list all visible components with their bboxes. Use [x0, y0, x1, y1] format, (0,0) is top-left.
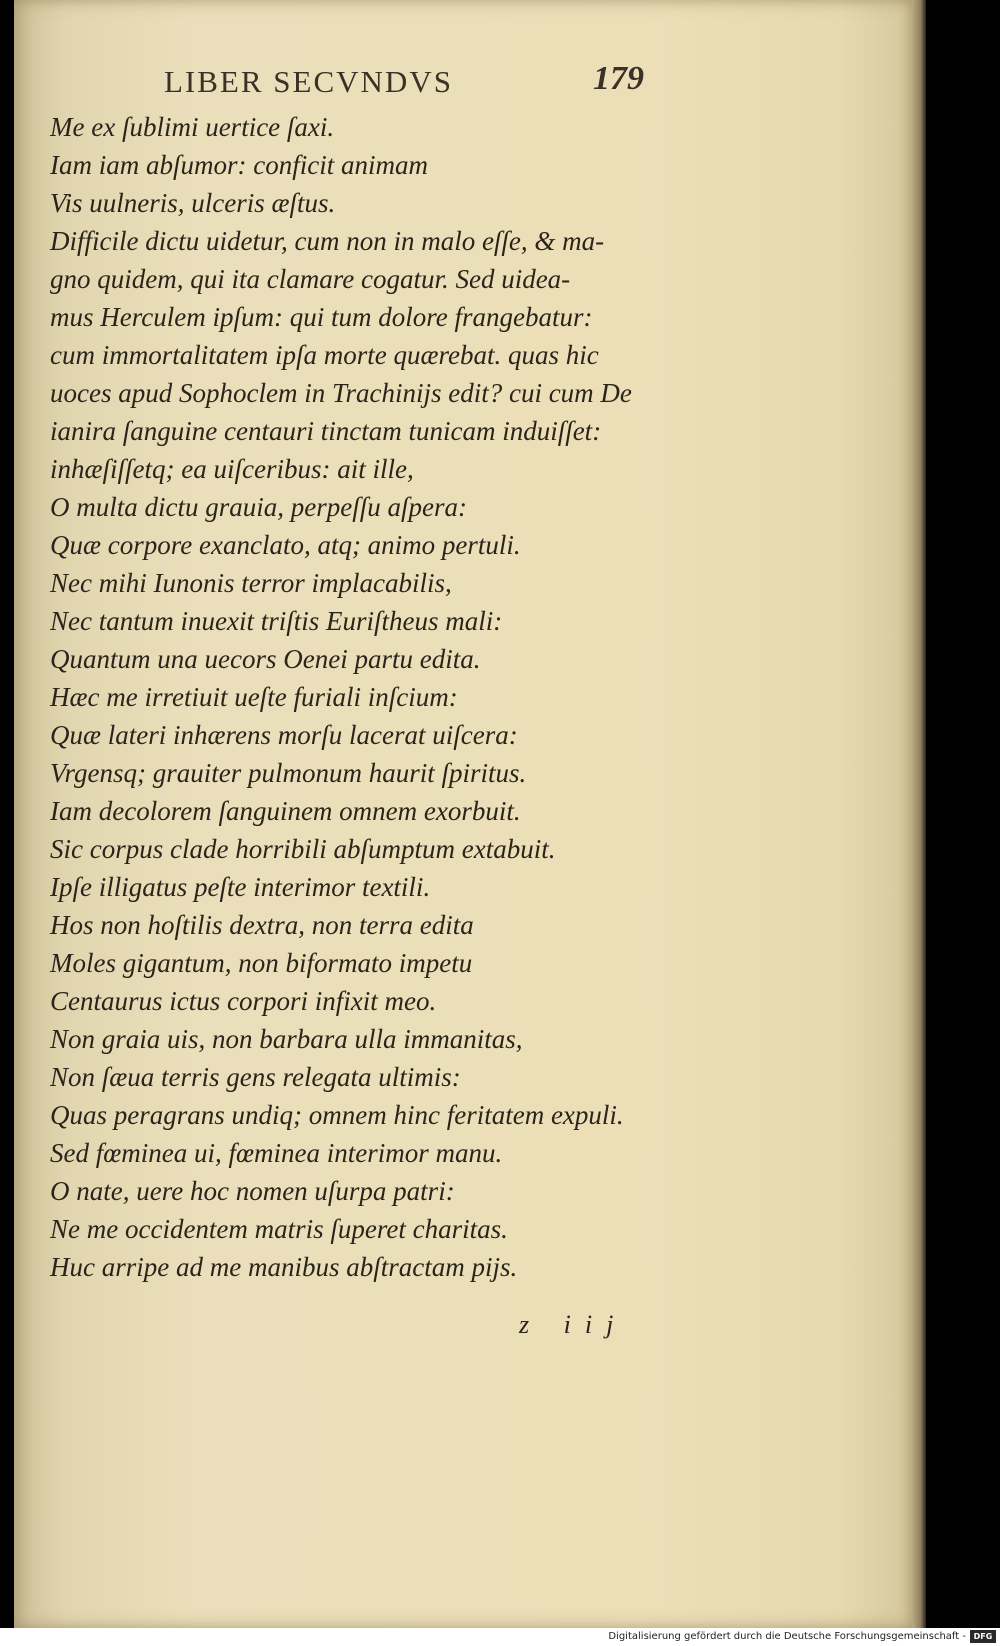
text-line: Ne me occidentem matris ſuperet charitas.: [50, 1214, 508, 1244]
text-line: uoces apud Sophoclem in Trachinijs edit? cui cum De: [50, 378, 632, 408]
text-line: cum immortalitatem ipſa morte quærebat. quas hic: [50, 340, 599, 370]
signature-mark: z iij: [519, 1310, 628, 1339]
text-line: inhæſiſſetq; ea uiſceribus: ait ille,: [50, 454, 414, 484]
text-line: Quas peragrans undiq; omnem hinc feritatem expuli.: [50, 1100, 624, 1130]
dfg-logo: DFG: [970, 1630, 996, 1643]
text-line: Me ex ſublimi uertice ſaxi.: [50, 112, 335, 142]
text-line: mus Herculem ipſum: qui tum dolore frangebatur:: [50, 302, 593, 332]
text-line: Quantum una uecors Oenei partu edita.: [50, 644, 481, 674]
text-line: Centaurus ictus corpori infixit meo.: [50, 986, 437, 1016]
text-line: Vis uulneris, ulceris æſtus.: [50, 188, 336, 218]
text-line: gno quidem, qui ita clamare cogatur. Sed uidea-: [50, 264, 571, 294]
text-line: Hos non hoſtilis dextra, non terra edita: [50, 910, 474, 940]
funding-credit: Digitalisierung gefördert durch die Deutsche Forschungsgemeinschaft -: [608, 1631, 966, 1642]
text-line: Huc arripe ad me manibus abſtractam pijs.: [50, 1252, 518, 1282]
text-line: Quæ corpore exanclato, atq; animo pertuli.: [50, 530, 521, 560]
page-number: 179: [593, 60, 644, 97]
text-line: Sic corpus clade horribili abſumptum extabuit.: [50, 834, 556, 864]
text-line: Vrgensq; grauiter pulmonum haurit ſpiritus.: [50, 758, 527, 788]
book-page: [14, 0, 912, 1628]
page-edge: [912, 0, 926, 1628]
text-line: Hæc me irretiuit ueſte furiali inſcium:: [50, 682, 458, 712]
text-line: O nate, uere hoc nomen uſurpa patri:: [50, 1176, 455, 1206]
text-line: Quæ lateri inhærens morſu lacerat uiſcera:: [50, 720, 518, 750]
text-line: Non ſæua terris gens relegata ultimis:: [50, 1062, 461, 1092]
text-line: Sed fœminea ui, fœminea interimor manu.: [50, 1138, 503, 1168]
text-line: ianira ſanguine centauri tinctam tunicam induiſſet:: [50, 416, 602, 446]
text-line: Nec mihi Iunonis terror implacabilis,: [50, 568, 452, 598]
text-line: Iam decolorem ſanguinem omnem exorbuit.: [50, 796, 521, 826]
text-line: Moles gigantum, non biformato impetu: [50, 948, 473, 978]
text-line: Difficile dictu uidetur, cum non in malo eſſe, & ma-: [50, 226, 605, 256]
text-line: Ipſe illigatus peſte interimor textili.: [50, 872, 431, 902]
running-head: LIBER SECVNDVS: [164, 64, 453, 99]
text-line: Nec tantum inuexit triſtis Euriſtheus mali:: [50, 606, 503, 636]
text-line: Iam iam abſumor: conficit animam: [50, 150, 428, 180]
text-line: Non graia uis, non barbara ulla immanitas,: [50, 1024, 523, 1054]
text-line: O multa dictu grauia, perpeſſu aſpera:: [50, 492, 467, 522]
page-header: [164, 60, 644, 110]
body-text: [50, 108, 690, 1286]
